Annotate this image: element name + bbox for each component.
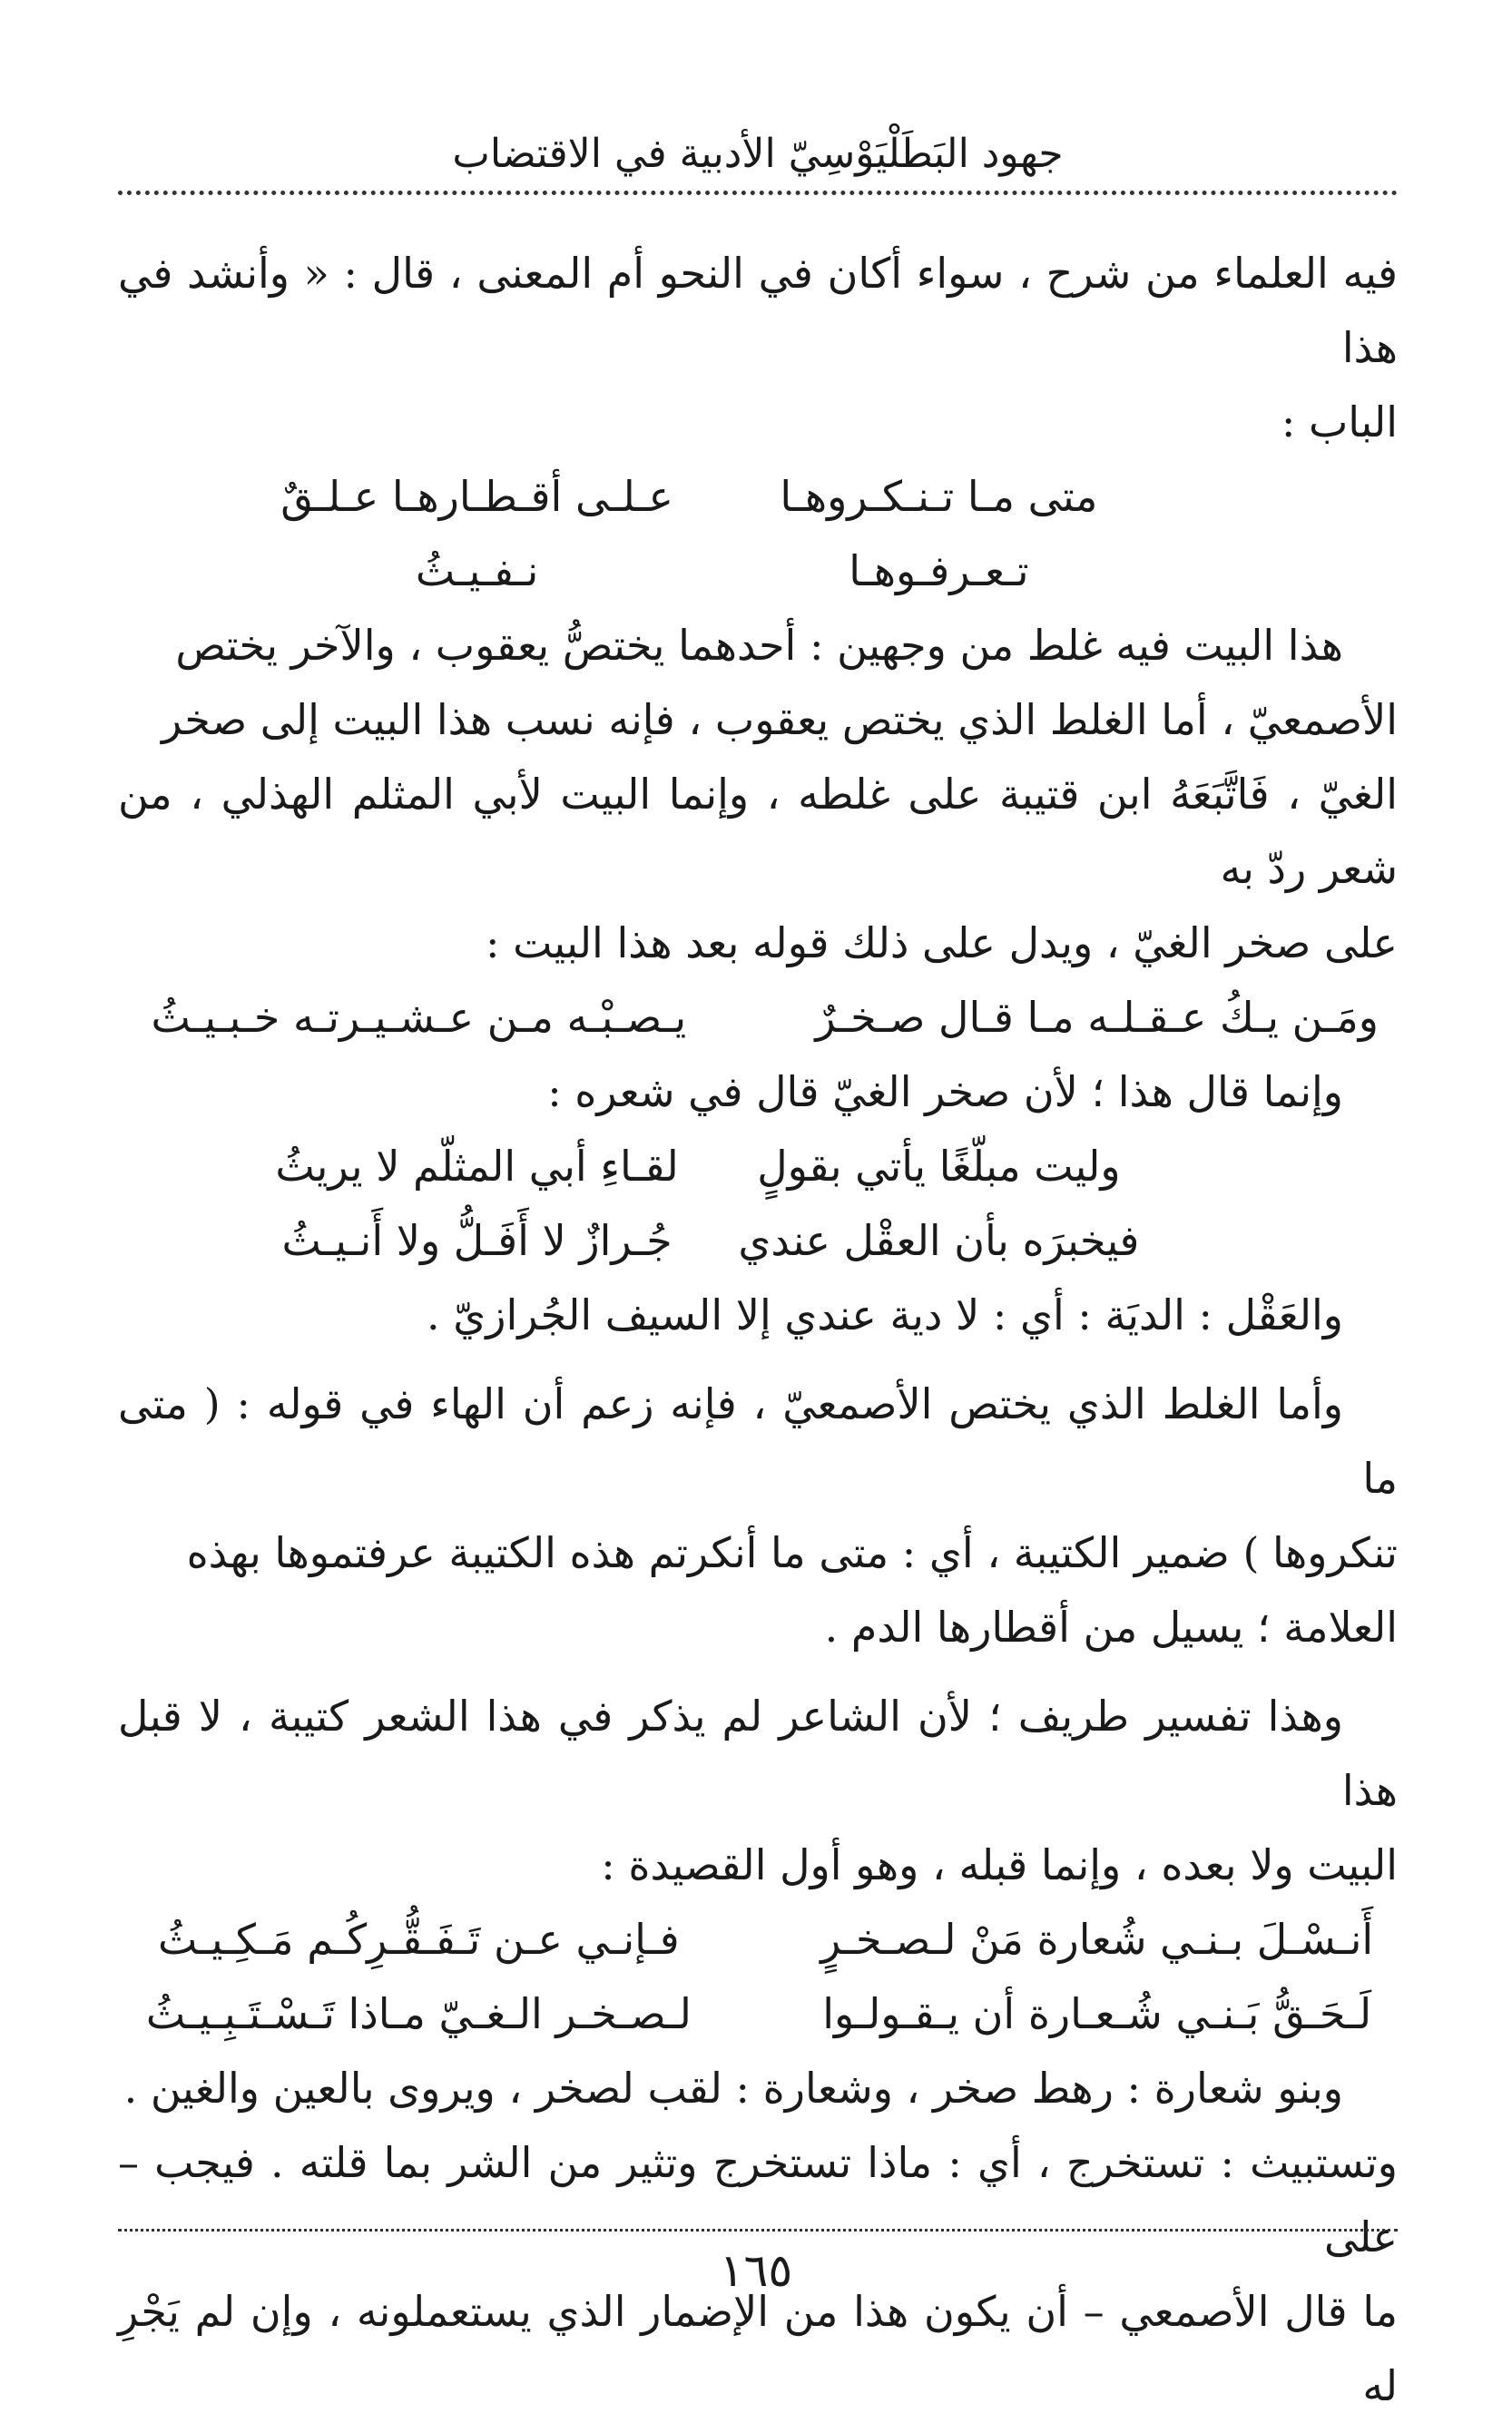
text-line: وهذا تفسير طريف ؛ لأن الشاعر لم يذكر في هذا الشعر كتيبة ، لا قبل هذا [118, 1692, 1398, 1815]
verse [118, 980, 1398, 1055]
text-line: العلامة ؛ يسيل من أقطارها الدم . [824, 1603, 1398, 1652]
text-line: وأما الغلط الذي يختص الأصمعيّ ، فإنه زعم أن الهاء في قوله : ( متى ما [118, 1379, 1398, 1503]
text-line: هذا البيت فيه غلط من وجهين : أحدهما يختصُّ يعقوب ، والآخر يختص [175, 621, 1343, 670]
verse-first-hemistich: وليت مبلّغًا يأتي بقولٍ [757, 1142, 1121, 1191]
text-line: والعَقْل : الديَة : أي : لا دية عندي إلا السيف الجُرازيّ . [427, 1290, 1343, 1339]
text-line: تنكروها ) ضمير الكتيبة ، أي : متى ما أنكرتم هذه الكتيبة عرفتموها بهذه [186, 1528, 1398, 1577]
text-line: على صخر الغيّ ، ويدل على ذلك قوله بعد هذا البيت : [485, 918, 1398, 967]
verse-first-hemistich: لَـحَـقُّ بَـنـي شُـعـارة أن يـقـولـوا [822, 1989, 1372, 2038]
verse [118, 1902, 1398, 1977]
verse [118, 1977, 1398, 2051]
verse [118, 1129, 1398, 1203]
footer-rule [118, 2229, 1398, 2232]
header-rule [118, 191, 1398, 195]
verse-second-hemistich: لقـاءِ أبي المثلّم لا يريثُ [275, 1142, 679, 1191]
text-line: الباب : [1281, 397, 1398, 446]
page-number: ١٦٥ [719, 2244, 793, 2297]
text-line: ما قال الأصمعي – أن يكون هذا من الإضمار الذي يستعملونه ، وإن لم يَجْرِ له [118, 2287, 1398, 2410]
text-line: وبنو شعارة : رهط صخر ، وشعارة : لقب لصخر ، ويروى بالعين والغين . [123, 2064, 1343, 2113]
verse-first-hemistich: أَنـسْـلَ بـنـي شُعارة مَنْ لـصـخـرٍ [820, 1915, 1374, 1964]
text-line: وتستبيث : تستخرج ، أي : ماذا تستخرج وتثير من الشر بما قلته . فيجب – على [118, 2138, 1398, 2261]
verse-first-hemistich: ومَـن يـكُ عـقـلـه مـا قـال صـخـرٌ [815, 993, 1379, 1042]
verse-first-hemistich: فيخبرَه بأن العقْل عندي [738, 1216, 1140, 1265]
text-line: البيت ولا بعده ، وإنما قبله ، وهو أول القصيدة : [601, 1840, 1398, 1889]
text-line: فيه العلماء من شرح ، سواء أكان في النحو أم المعنى ، قال : « وأنشد في هذا [118, 249, 1398, 372]
verse-second-hemistich: جُـرازٌ لا أَفَـلُّ ولا أَنـيـثُ [281, 1216, 673, 1265]
running-title: جهود البَطَلْيَوْسِيّ الأدبية في الاقتضاب [452, 131, 1064, 177]
verse-second-hemistich: يـصـبْـه مـن عـشـيـرتـه خـبـيـثُ [151, 993, 687, 1042]
verse-second-hemistich: فـإنـي عـن تَـفَـقُّـرِكُـم مَـكِـيـثُ [158, 1915, 680, 1964]
page-body [118, 236, 1398, 2423]
verse [118, 1203, 1398, 1278]
text-line: الغيّ ، فَاتَّبَعَهُ ابن قتيبة على غلطه ، وإنما البيت لأبي المثلم الهذلي ، من شعر ردّ به [118, 770, 1398, 893]
verse-first-hemistich: متى مـا تـنـكـروهـا تـعـرفـوهـا [780, 472, 1098, 595]
verse-second-hemistich: عـلـى أقـطـارهـا عـلـقٌ نـفـيـثُ [280, 472, 673, 595]
verse [118, 459, 1398, 608]
text-line: الأصمعيّ ، أما الغلط الذي يختص يعقوب ، فإنه نسب هذا البيت إلى صخر [162, 695, 1398, 744]
verse-second-hemistich: لـصـخـر الـغـيّ مـاذا تَـسْـتَـبِـيـثُ [145, 1989, 692, 2038]
text-line: وإنما قال هذا ؛ لأن صخر الغيّ قال في شعره : [547, 1067, 1343, 1116]
